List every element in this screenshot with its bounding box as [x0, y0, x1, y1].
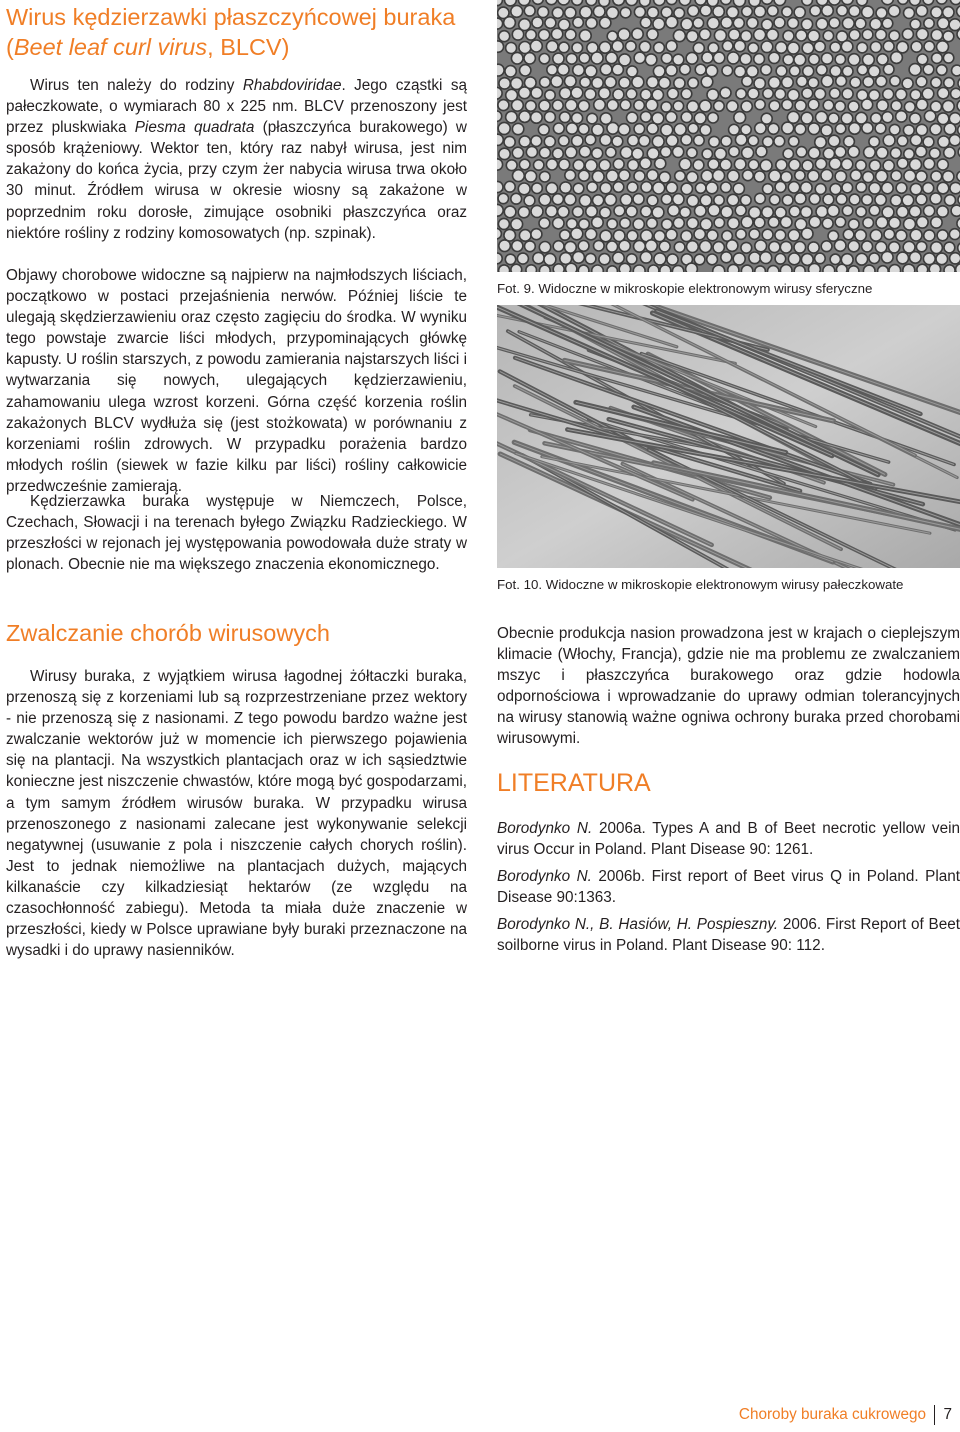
article-paragraph-3: Kędzierzawka buraka występuje w Niemczech, Polsce, Czechach, Słowacji i na terenach byłego Związku Radzieckiego. W przeszłości w rejonach jej występowania powodowała duże straty w plonach. Obecnie nie ma większego znaczenia ekonomicznego.	[6, 493, 467, 574]
literature-heading: LITERATURA	[497, 769, 651, 797]
page-footer	[739, 1404, 952, 1426]
article-paragraph-2: Objawy chorobowe widoczne są najpierw na najmłodszych liściach, początkowo w postaci przejaśnienia nerwów. Później liście te ulegają skędzierzawieniu oraz często zagięciu do środka. W wyniku tego powstaje zwarcie liści młodych, przypominających główkę kapusty. U roślin starszych, z powodu zamierania najstarszych liści i wytwarzania się nowych, ulegających kędzierzawieniu, zahamowaniu ulega wzrost korzeni. Górna część korzenia roślin zakażonych BLCV wydłuża się (jest stożkowata) w porównaniu z korzeniami roślin zdrowych. W przypadku porażenia bardzo młodych roślin (siewek w fazie kilku par liści) rośliny całkowicie przedwcześnie zamierają.	[6, 267, 467, 495]
reference-item: Borodynko N. 2006b. First report of Beet virus Q in Poland. Plant Disease 90:1363.	[497, 868, 960, 907]
reference-item: Borodynko N., B. Hasiów, H. Pospieszny. 2006. First Report of Beet soilborne virus in Poland. Plant Disease 90: 112.	[497, 916, 960, 955]
article-paragraph-1: Wirus ten należy do rodziny Rhabdoviridae. Jego cząstki są pałeczkowate, o wymiarach 80 x 225 nm. BLCV przenoszony jest przez pluskwiaka Piesma quadrata (płaszczyńca burakowego) w sposób krążeniowy. Wektor ten, który raz nabył wirusa, jest nim zakażony do końca życia, przy czym żer nabycia wirusa trwa około 30 minut. Źródłem wirusa w okresie wiosny są zakażone w poprzednim roku dorosłe, zimujące osobniki płaszczyńca oraz niektóre rośliny z rodziny komosowatych (np. szpinak).	[6, 77, 467, 242]
spherical-virus-micrograph	[497, 0, 960, 272]
figure-10-caption: Fot. 10. Widoczne w mikroskopie elektronowym wirusy pałeczkowate	[497, 577, 904, 592]
footer-divider	[934, 1405, 936, 1425]
article-title: Wirus kędzierzawki płaszczyńcowej buraka (Beet leaf curl virus, BLCV)	[6, 4, 456, 60]
figure-9-caption: Fot. 9. Widoczne w mikroskopie elektronowym wirusy sferyczne	[497, 281, 873, 296]
control-paragraph-1: Wirusy buraka, z wyjątkiem wirusa łagodnej żółtaczki buraka, przenoszą się z korzeniami lub są rozprzestrzeniane przez wektory - nie przenoszą się z nasionami. Z tego powodu bardzo ważne jest zwalczanie wektorów już w momencie ich pierwszego pojawienia się na plantacji. Na wszystkich plantacjach oraz w ich sąsiedztwie konieczne jest niszczenie chwastów, które mogą być gospodarzami, a tym samym źródłem wirusów buraka. W przypadku wirusa przenoszonego z nasionami zalecane jest wykonywanie selekcji negatywnej (usuwanie z pola i niszczenie całych chorych roślin). Jest to jednak niemożliwe na plantacjach dużych, mających kilkanaście czy kilkadziesiąt hektarów (ze względu na czasochłonność zabiegu). Metoda ta miała duże znaczenie w przeszłości, kiedy w Polsce uprawiane były buraki przeznaczone na wysadki i do uprawy nasienników.	[6, 668, 467, 960]
page-number: 7	[943, 1406, 952, 1423]
control-heading: Zwalczanie chorób wirusowych	[6, 620, 330, 646]
control-paragraph-2: Obecnie produkcja nasion prowadzona jest w krajach o cieplejszym klimacie (Włochy, Francja), gdzie nie ma problemu ze zwalczaniem mszyc i płaszczyńca burakowego oraz gdzie hodowla odpornościowa i wprowadzanie do uprawy odmian tolerancyjnych na wirusy stanowią ważne ogniwa ochrony buraka przed chorobami wirusowymi.	[497, 625, 960, 748]
reference-item: Borodynko N. 2006a. Types A and B of Beet necrotic yellow vein virus Occur in Poland. Plant Disease 90: 1261.	[497, 820, 960, 859]
rod-virus-micrograph	[497, 305, 960, 568]
footer-title: Choroby buraka cukrowego	[738, 1406, 926, 1423]
